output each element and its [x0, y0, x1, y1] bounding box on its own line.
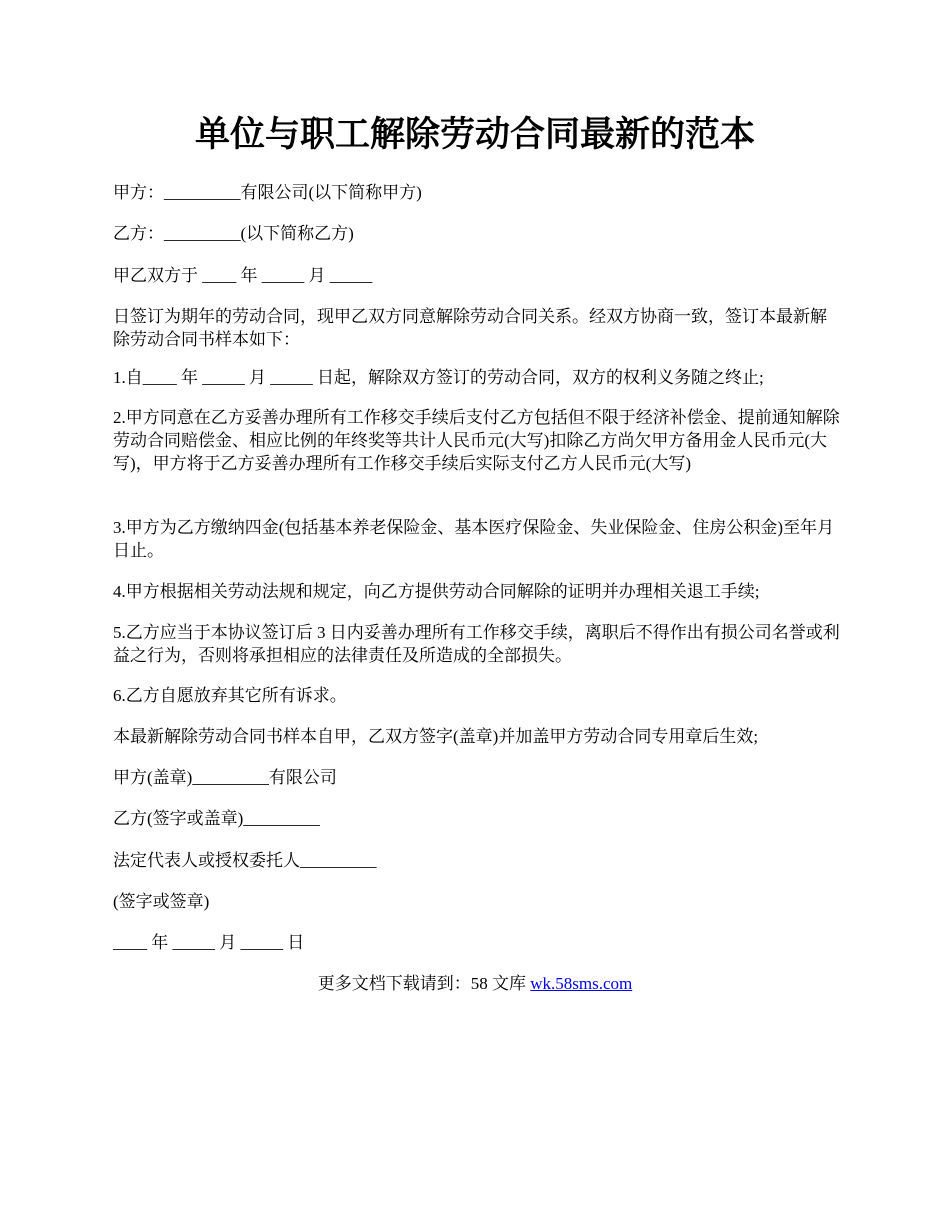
legal-rep-line: 法定代表人或授权委托人_________: [113, 851, 377, 870]
clause-5: 5.乙方应当于本协议签订后 3 日内妥善办理所有工作移交手续，离职后不得作出有损公司名誉或利益之行为，否则将承担相应的法律责任及所造成的全部损失。: [113, 623, 840, 665]
footer-text: 更多文档下载请到：58 文库: [317, 974, 531, 993]
party-b-line: 乙方：_________(以下简称乙方): [113, 224, 354, 243]
closing-date-line: ____ 年 _____ 月 _____ 日: [113, 933, 305, 952]
clause-6: 6.乙方自愿放弃其它所有诉求。: [113, 686, 347, 705]
party-a-seal-line: 甲方(盖章)_________有限公司: [113, 768, 337, 787]
clause-4: 4.甲方根据相关劳动法规和规定，向乙方提供劳动合同解除的证明并办理相关退工手续;: [113, 582, 760, 601]
footer: [0, 972, 950, 995]
clause-2: 2.甲方同意在乙方妥善办理所有工作移交手续后支付乙方包括但不限于经济补偿金、提前通知解除劳动合同赔偿金、相应比例的年终奖等共计人民币元(大写)扣除乙方尚欠甲方备用金人民币元(大写)，甲方将于乙方妥善办理所有工作移交手续后实际支付乙方人民币元(大写): [113, 408, 840, 473]
signing-date-line: 甲乙双方于 ____ 年 _____ 月 _____: [113, 266, 373, 285]
signature-note-line: (签字或签章): [113, 892, 210, 911]
clause-3: 3.甲方为乙方缴纳四金(包括基本养老保险金、基本医疗保险金、失业保险金、住房公积金)至年月日止。: [113, 518, 835, 560]
party-b-signature-line: 乙方(签字或盖章)_________: [113, 809, 320, 828]
clause-1: 1.自____ 年 _____ 月 _____ 日起，解除双方签订的劳动合同，双方的权利义务随之终止;: [113, 368, 764, 387]
document-title: 单位与职工解除劳动合同最新的范本: [194, 115, 755, 154]
party-a-line: 甲方：_________有限公司(以下简称甲方): [113, 183, 422, 202]
effective-clause: 本最新解除劳动合同书样本自甲，乙双方签字(盖章)并加盖甲方劳动合同专用章后生效;: [113, 727, 759, 746]
intro-paragraph: 日签订为期年的劳动合同，现甲乙双方同意解除劳动合同关系。经双方协商一致，签订本最新解除劳动合同书样本如下：: [113, 307, 827, 349]
footer-link[interactable]: wk.58sms.com: [530, 974, 633, 993]
